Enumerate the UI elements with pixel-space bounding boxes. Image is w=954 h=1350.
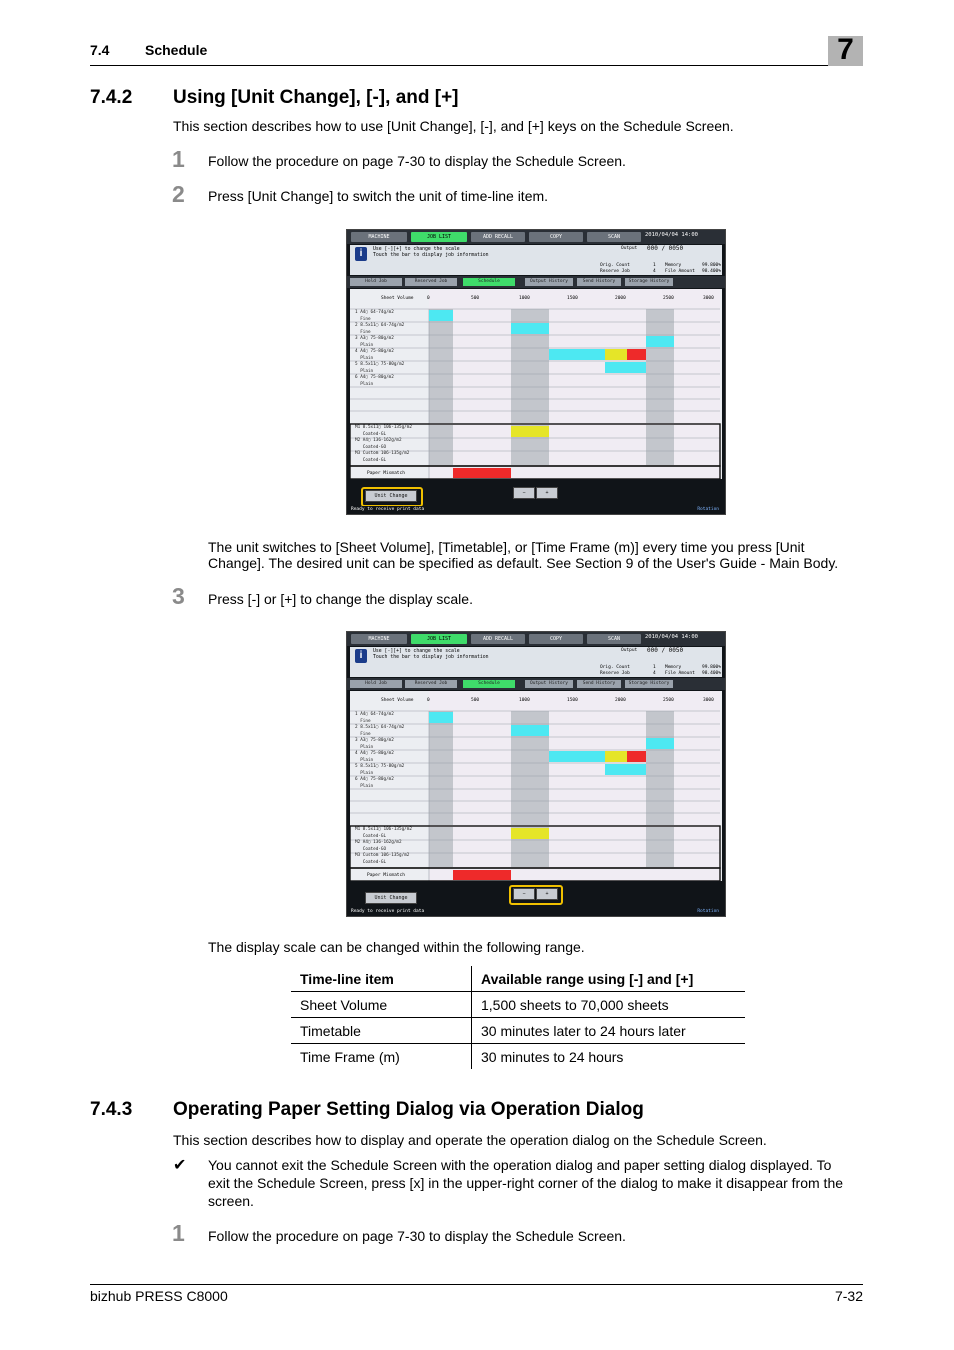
step-2-text: Press [Unit Change] to switch the unit of time-line item. — [208, 188, 549, 204]
table-cell: Timetable — [291, 1018, 472, 1044]
schedule-screen-1 — [346, 229, 726, 515]
plus-button[interactable]: + — [536, 487, 558, 499]
check-line-3: screen. — [208, 1193, 254, 1209]
tray-m3[interactable]: M3 Custom 106-135g/m2 Coated-GL — [355, 853, 410, 865]
scale-2000: 2000 — [615, 296, 626, 301]
scale-1500: 1500 — [567, 296, 578, 301]
clock: 2010/04/04 14:00 — [645, 634, 698, 640]
scale-1000: 1000 — [519, 296, 530, 301]
table-row — [291, 1044, 745, 1070]
range-table — [291, 966, 745, 1069]
subtab-reserved-job[interactable]: Reserved Job — [405, 278, 457, 286]
paper-mismatch-label: Paper Mismatch — [367, 471, 405, 476]
tab-machine[interactable]: MACHINE — [351, 232, 407, 242]
orig-count-value: 1 — [653, 665, 656, 670]
tray-6[interactable]: 6 A4▢ 75-80g/m2 Plain — [355, 777, 394, 789]
info-text — [373, 649, 489, 661]
top-tab-bar — [347, 230, 725, 244]
tray-6[interactable]: 6 A4▢ 75-80g/m2 Plain — [355, 375, 394, 387]
tray-5[interactable]: 5 8.5x11▢ 75-80g/m2 Plain — [355, 362, 405, 374]
footer-page-number: 7-32 — [834, 1288, 863, 1304]
tab-job-list[interactable]: JOB LIST — [411, 232, 467, 242]
output-label: Output — [621, 648, 638, 653]
step-3-number: 3 — [172, 583, 185, 609]
status-bar — [347, 506, 725, 514]
subtab-send-history[interactable]: Send History — [577, 278, 621, 286]
scale-500: 500 — [471, 698, 480, 703]
subtab-send-history[interactable]: Send History — [577, 680, 621, 688]
subtab-schedule[interactable]: Schedule — [463, 680, 515, 688]
tray-1[interactable]: 1 A4▢ 64-74g/m2 Fine — [355, 310, 394, 322]
column-header: Sheet Volume — [381, 698, 414, 703]
scale-2000: 2000 — [615, 698, 626, 703]
table-cell: Time Frame (m) — [291, 1044, 472, 1070]
top-tab-bar — [347, 632, 725, 646]
sub-tab-bar — [347, 678, 725, 690]
output-label: Output — [621, 246, 638, 251]
footer-rule — [90, 1284, 863, 1285]
tray-3[interactable]: 3 A3▢ 75-80g/m2 Plain — [355, 336, 394, 348]
memory-label: Memory — [665, 263, 682, 268]
paper-mismatch-label: Paper Mismatch — [367, 873, 405, 878]
check-line-2: exit the Schedule Screen, press [x] in the upper-right corner of the dialog to make it disappear from the — [208, 1175, 844, 1191]
output-value: 000 ∕ 0050 — [647, 245, 684, 252]
rotation-label[interactable]: Rotation — [697, 507, 719, 512]
chapter-number: 7 — [837, 33, 854, 66]
scale-3000: 3000 — [703, 296, 714, 301]
scale-500: 500 — [471, 296, 480, 301]
orig-count-label: Orig. Count — [600, 665, 630, 670]
manual-tray-list — [355, 827, 412, 866]
scale-0: 0 — [427, 296, 430, 301]
scale-3000: 3000 — [703, 698, 714, 703]
table-header-cell: Time-line item — [291, 966, 472, 992]
manual-tray-list — [355, 425, 412, 464]
output-value: 000 ∕ 0050 — [647, 647, 684, 654]
column-header: Sheet Volume — [381, 296, 414, 301]
section-742-number: 7.4.2 — [90, 87, 133, 108]
section-743-number: 7.4.3 — [90, 1099, 133, 1120]
subtab-output-history[interactable]: Output History — [525, 680, 573, 688]
tray-5[interactable]: 5 8.5x11▢ 75-80g/m2 Plain — [355, 764, 405, 776]
scale-2500: 2500 — [663, 698, 674, 703]
tab-machine[interactable]: MACHINE — [351, 634, 407, 644]
table-header-row — [291, 966, 745, 992]
tray-2[interactable]: 2 8.5x11▢ 64-74g/m2 Fine — [355, 323, 405, 335]
orig-count-label: Orig. Count — [600, 263, 630, 268]
tray-m3[interactable]: M3 Custom 106-135g/m2 Coated-GL — [355, 451, 410, 463]
table-header-cell: Available range using [-] and [+] — [472, 966, 746, 992]
subtab-storage-history[interactable]: Storage History — [625, 278, 673, 286]
info-icon: i — [355, 247, 367, 261]
tray-m2[interactable]: M2 A4▢ 136-162g/m2 Coated-GO — [355, 438, 402, 450]
scale-2500: 2500 — [663, 296, 674, 301]
header-rule — [90, 65, 863, 66]
tray-2[interactable]: 2 8.5x11▢ 64-74g/m2 Fine — [355, 725, 405, 737]
rotation-label[interactable]: Rotation — [697, 909, 719, 914]
file-amount-label: File Amount — [665, 671, 695, 676]
tray-m1[interactable]: M1 8.5x11▢ 106-135g/m2 Coated-GL — [355, 425, 412, 437]
subtab-output-history[interactable]: Output History — [525, 278, 573, 286]
checkmark-icon: ✔ — [173, 1157, 187, 1174]
table-cell: 1,500 sheets to 70,000 sheets — [472, 992, 746, 1018]
subtab-reserved-job[interactable]: Reserved Job — [405, 680, 457, 688]
minus-button[interactable]: − — [513, 888, 535, 900]
unit-change-button[interactable]: Unit Change — [365, 490, 417, 502]
step-2-number: 2 — [172, 181, 185, 207]
step-1-number: 1 — [172, 146, 185, 172]
status-text: Ready to receive print data — [351, 507, 425, 512]
tray-3[interactable]: 3 A3▢ 75-80g/m2 Plain — [355, 738, 394, 750]
status-bar — [347, 908, 725, 916]
info-line-1: Use [-][+] to change the scale — [373, 649, 460, 654]
orig-count-value: 1 — [653, 263, 656, 268]
memory-value: 99.800% — [702, 263, 721, 268]
memory-value: 99.800% — [702, 665, 721, 670]
unit-switch-line-2: Change]. The desired unit can be specified as default. See Section 9 of the User's Guide - Main Body. — [208, 555, 839, 571]
scale-1000: 1000 — [519, 698, 530, 703]
unit-change-button[interactable]: Unit Change — [365, 892, 417, 904]
minus-button[interactable]: − — [513, 487, 535, 499]
section-742-title: Using [Unit Change], [-], and [+] — [173, 87, 459, 108]
tray-1[interactable]: 1 A4▢ 64-74g/m2 Fine — [355, 712, 394, 724]
info-text — [373, 247, 489, 259]
step-743-1-text: Follow the procedure on page 7-30 to display the Schedule Screen. — [208, 1228, 626, 1244]
table-row — [291, 992, 745, 1018]
sub-tab-bar — [347, 276, 725, 288]
scale-1500: 1500 — [567, 698, 578, 703]
info-line-2: Touch the bar to display job information — [373, 253, 489, 258]
info-line-2: Touch the bar to display job information — [373, 655, 489, 660]
info-icon: i — [355, 649, 367, 663]
tab-scan[interactable]: SCAN — [587, 634, 641, 644]
info-line-1: Use [-][+] to change the scale — [373, 247, 460, 252]
tab-copy[interactable]: COPY — [529, 634, 583, 644]
file-amount-value: 98.400% — [702, 671, 721, 676]
tab-add-recall[interactable]: ADD RECALL — [471, 232, 525, 242]
clock: 2010/04/04 14:00 — [645, 232, 698, 238]
subtab-hold-job[interactable]: Hold Job — [350, 680, 402, 688]
check-line-1: You cannot exit the Schedule Screen with the operation dialog and paper setting dialog displayed. To — [208, 1157, 832, 1173]
plus-button[interactable]: + — [536, 888, 558, 900]
scale-0: 0 — [427, 698, 430, 703]
schedule-screen-2 — [346, 631, 726, 917]
section-742-intro: This section describes how to use [Unit Change], [-], and [+] keys on the Schedule Screen. — [173, 118, 734, 134]
table-row — [291, 1018, 745, 1044]
header-section-title: Schedule — [145, 42, 208, 58]
footer-product: bizhub PRESS C8000 — [90, 1288, 228, 1304]
tab-scan[interactable]: SCAN — [587, 232, 641, 242]
tray-m2[interactable]: M2 A4▢ 136-162g/m2 Coated-GO — [355, 840, 402, 852]
table-cell: 30 minutes to 24 hours — [481, 1048, 624, 1065]
step-743-1-number: 1 — [172, 1220, 185, 1246]
file-amount-value: 98.400% — [702, 269, 721, 274]
subtab-schedule[interactable]: Schedule — [463, 278, 515, 286]
step-3-text: Press [-] or [+] to change the display scale. — [208, 591, 473, 607]
tray-4[interactable]: 4 A4▢ 75-80g/m2 Plain — [355, 349, 394, 361]
reserve-job-label: Reserve Job — [600, 671, 630, 676]
reserve-job-value: 4 — [653, 269, 656, 274]
subtab-storage-history[interactable]: Storage History — [625, 680, 673, 688]
memory-label: Memory — [665, 665, 682, 670]
tab-job-list[interactable]: JOB LIST — [411, 634, 467, 644]
tray-m1[interactable]: M1 8.5x11▢ 106-135g/m2 Coated-GL — [355, 827, 412, 839]
tab-copy[interactable]: COPY — [529, 232, 583, 242]
status-text: Ready to receive print data — [351, 909, 425, 914]
section-743-title: Operating Paper Setting Dialog via Operation Dialog — [173, 1099, 644, 1120]
step-1-text: Follow the procedure on page 7-30 to display the Schedule Screen. — [208, 153, 626, 169]
header-section-number: 7.4 — [90, 42, 110, 58]
file-amount-label: File Amount — [665, 269, 695, 274]
reserve-job-label: Reserve Job — [600, 269, 630, 274]
unit-switch-line-1: The unit switches to [Sheet Volume], [Timetable], or [Time Frame (m)] every time you press [Unit — [208, 539, 805, 555]
table-cell: 30 minutes later to 24 hours later — [472, 1018, 746, 1044]
table-cell: Sheet Volume — [291, 992, 472, 1018]
tray-4[interactable]: 4 A4▢ 75-80g/m2 Plain — [355, 751, 394, 763]
subtab-hold-job[interactable]: Hold Job — [350, 278, 402, 286]
range-intro: The display scale can be changed within the following range. — [208, 939, 585, 955]
section-743-intro: This section describes how to display and operate the operation dialog on the Schedule Screen. — [173, 1132, 767, 1148]
tray-list — [355, 712, 404, 790]
tray-list — [355, 310, 404, 388]
tab-add-recall[interactable]: ADD RECALL — [471, 634, 525, 644]
reserve-job-value: 4 — [653, 671, 656, 676]
